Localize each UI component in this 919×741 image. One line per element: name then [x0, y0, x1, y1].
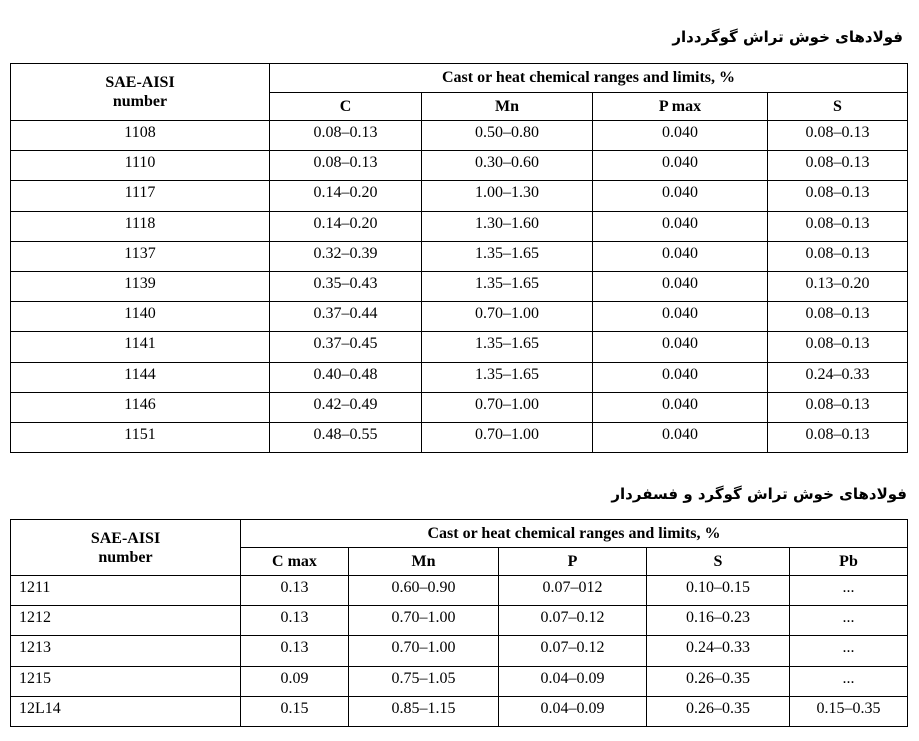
table-cell: 0.08–0.13: [768, 241, 908, 271]
table-row: [11, 241, 908, 271]
table-cell: 0.10–0.15: [647, 576, 790, 606]
table-cell: 0.13: [241, 576, 349, 606]
steel-number-cell: 1211: [11, 576, 241, 606]
table-cell: 0.13: [241, 606, 349, 636]
table-cell: 0.24–0.33: [647, 636, 790, 666]
table-cell: 0.08–0.13: [768, 121, 908, 151]
table-1-caption: فولادهای خوش تراش گوگرددار: [672, 28, 903, 46]
table-cell: 0.040: [593, 362, 768, 392]
table-cell: ...: [790, 606, 908, 636]
table-row: [11, 696, 908, 726]
table-cell: 0.07–0.12: [499, 606, 647, 636]
table-cell: 0.08–0.13: [768, 181, 908, 211]
steel-number-cell: 1213: [11, 636, 241, 666]
steel-number-cell: 1151: [11, 422, 270, 452]
table-cell: 0.14–0.20: [270, 181, 422, 211]
table-cell: 0.08–0.13: [768, 392, 908, 422]
table-cell: 0.08–0.13: [768, 151, 908, 181]
table-row: [11, 636, 908, 666]
steel-number-cell: 1117: [11, 181, 270, 211]
steel-number-cell: 1141: [11, 332, 270, 362]
table-cell: 0.37–0.44: [270, 302, 422, 332]
table-cell: 1.35–1.65: [422, 332, 593, 362]
table-row: [11, 362, 908, 392]
table-cell: 1.35–1.65: [422, 362, 593, 392]
table-cell: 0.70–1.00: [422, 302, 593, 332]
steel-number-cell: 1212: [11, 606, 241, 636]
table-cell: 0.32–0.39: [270, 241, 422, 271]
table-row: [11, 332, 908, 362]
table-cell: 0.040: [593, 271, 768, 301]
steel-number-cell: 1215: [11, 666, 241, 696]
steel-number-cell: 1144: [11, 362, 270, 392]
table-cell: 0.26–0.35: [647, 696, 790, 726]
table-1-body: [11, 121, 908, 453]
table-cell: 0.08–0.13: [270, 151, 422, 181]
steel-number-cell: 1108: [11, 121, 270, 151]
column-header-mn: Mn: [349, 548, 499, 576]
column-header-c-max: C max: [241, 548, 349, 576]
table-cell: 0.040: [593, 151, 768, 181]
sulfurized-steel-table: [10, 63, 908, 453]
table-cell: 0.15: [241, 696, 349, 726]
table-cell: ...: [790, 636, 908, 666]
table-cell: 0.40–0.48: [270, 362, 422, 392]
table-cell: 0.24–0.33: [768, 362, 908, 392]
table-cell: 0.040: [593, 332, 768, 362]
column-group-header: Cast or heat chemical ranges and limits, %: [241, 520, 908, 548]
table-cell: 0.35–0.43: [270, 271, 422, 301]
steel-number-cell: 1139: [11, 271, 270, 301]
table-cell: 0.26–0.35: [647, 666, 790, 696]
table-cell: 0.040: [593, 181, 768, 211]
table-cell: 0.48–0.55: [270, 422, 422, 452]
table-cell: 0.08–0.13: [768, 422, 908, 452]
table-cell: 0.08–0.13: [768, 211, 908, 241]
table-cell: 0.13–0.20: [768, 271, 908, 301]
table-row: [11, 271, 908, 301]
table-cell: 0.04–0.09: [499, 666, 647, 696]
table-cell: 0.70–1.00: [349, 606, 499, 636]
table-cell: 0.37–0.45: [270, 332, 422, 362]
table-cell: 0.16–0.23: [647, 606, 790, 636]
table-cell: 0.040: [593, 121, 768, 151]
table-cell: 0.040: [593, 392, 768, 422]
steel-number-cell: 1110: [11, 151, 270, 181]
table-cell: 0.040: [593, 211, 768, 241]
column-header-pb: Pb: [790, 548, 908, 576]
table-row: [11, 302, 908, 332]
table-cell: ...: [790, 666, 908, 696]
column-header-number-text: SAE-AISI number: [105, 74, 175, 110]
table-row: [11, 151, 908, 181]
table-cell: 0.09: [241, 666, 349, 696]
table-row: [11, 211, 908, 241]
column-header-p-max: P max: [593, 93, 768, 121]
table-cell: 0.70–1.00: [349, 636, 499, 666]
table-cell: 0.08–0.13: [270, 121, 422, 151]
steel-number-cell: 1118: [11, 211, 270, 241]
table-cell: 0.040: [593, 302, 768, 332]
table-cell: 0.07–0.12: [499, 636, 647, 666]
column-header-mn: Mn: [422, 93, 593, 121]
table-cell: 0.70–1.00: [422, 392, 593, 422]
table-cell: 0.85–1.15: [349, 696, 499, 726]
column-header-number-text: SAE-AISI number: [90, 529, 161, 566]
table-cell: 1.00–1.30: [422, 181, 593, 211]
table-2-body: [11, 576, 908, 727]
column-header-number: [11, 520, 241, 576]
table-cell: 0.13: [241, 636, 349, 666]
table-cell: 0.60–0.90: [349, 576, 499, 606]
table-cell: 0.08–0.13: [768, 332, 908, 362]
table-cell: 0.07–012: [499, 576, 647, 606]
table-row: [11, 606, 908, 636]
table-row: [11, 422, 908, 452]
table-cell: 1.30–1.60: [422, 211, 593, 241]
table-row: [11, 181, 908, 211]
table-cell: 0.42–0.49: [270, 392, 422, 422]
steel-number-cell: 1137: [11, 241, 270, 271]
steel-number-cell: 1140: [11, 302, 270, 332]
table-cell: 0.75–1.05: [349, 666, 499, 696]
table-cell: 0.08–0.13: [768, 302, 908, 332]
resulfurized-rephosphorized-steel-table: [10, 519, 908, 727]
table-row: [11, 121, 908, 151]
table-cell: 0.70–1.00: [422, 422, 593, 452]
column-header-s: S: [647, 548, 790, 576]
column-header-s: S: [768, 93, 908, 121]
table-cell: ...: [790, 576, 908, 606]
steel-number-cell: 12L14: [11, 696, 241, 726]
column-header-p: P: [499, 548, 647, 576]
column-header-number: [11, 64, 270, 121]
table-cell: 0.040: [593, 422, 768, 452]
table-2-caption: فولادهای خوش تراش گوگرد و فسفردار: [611, 485, 907, 503]
table-cell: 0.14–0.20: [270, 211, 422, 241]
table-row: [11, 392, 908, 422]
table-row: [11, 576, 908, 606]
table-cell: 0.04–0.09: [499, 696, 647, 726]
column-header-c: C: [270, 93, 422, 121]
table-cell: 0.50–0.80: [422, 121, 593, 151]
table-cell: 0.040: [593, 241, 768, 271]
steel-number-cell: 1146: [11, 392, 270, 422]
table-cell: 1.35–1.65: [422, 241, 593, 271]
table-cell: 0.15–0.35: [790, 696, 908, 726]
table-row: [11, 666, 908, 696]
table-cell: 0.30–0.60: [422, 151, 593, 181]
table-cell: 1.35–1.65: [422, 271, 593, 301]
column-group-header: Cast or heat chemical ranges and limits, %: [270, 64, 908, 93]
